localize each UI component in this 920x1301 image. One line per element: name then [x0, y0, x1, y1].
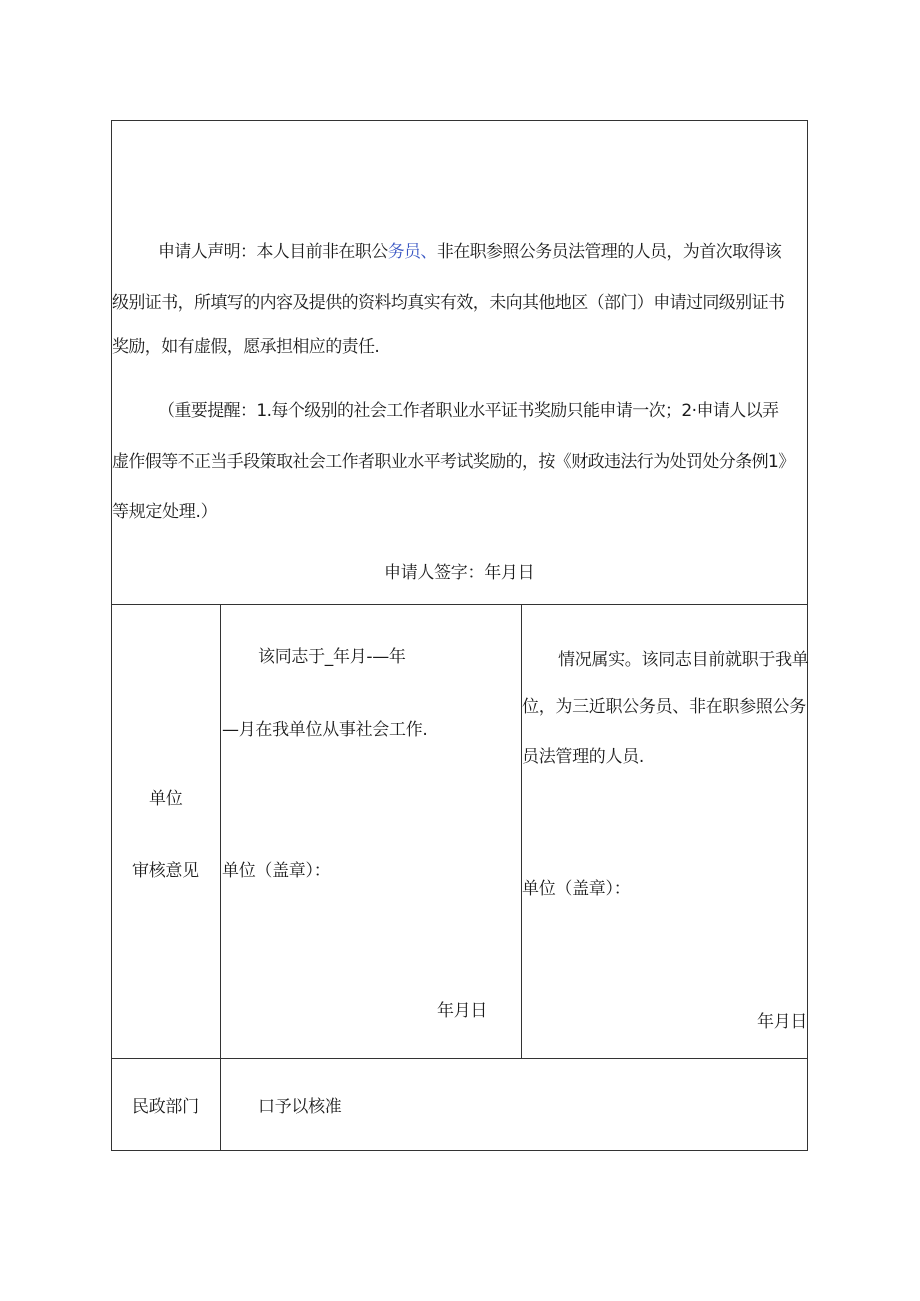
declaration-line-2: 级别证书，所填写的内容及提供的资料均真实有效，未向其他地区（部门）申请过同级别证书 — [112, 293, 785, 313]
declaration-text-a: 申请人声明：本人目前非在职公 — [158, 242, 388, 262]
unit-review-label-line-1: 单位 — [149, 789, 183, 809]
applicant-signature-label: 申请人签字：年月日 — [384, 563, 535, 583]
civil-affairs-approve-option[interactable]: 口予以核准 — [258, 1097, 342, 1117]
unit-review-label-line-2: 审核意见 — [132, 861, 199, 881]
unit-left-opinion-line-2: —月在我单位从事社会工作. — [222, 720, 428, 740]
column-divider-label — [220, 604, 221, 1150]
unit-right-opinion-line-1: 情况属实。该同志目前就职于我单 — [558, 650, 809, 670]
unit-right-date-label: 年月日 — [757, 1012, 808, 1032]
unit-left-stamp-label: 单位（盖章）： — [222, 861, 331, 881]
declaration-line-3: 奖励，如有虚假，愿承担相应的责任. — [112, 337, 380, 357]
civil-affairs-label: 民政部门 — [132, 1097, 199, 1117]
unit-left-date-label: 年月日 — [437, 1001, 488, 1021]
column-divider-opinions — [521, 604, 522, 1059]
unit-right-opinion-line-3: 员法管理的人员. — [522, 747, 645, 767]
row-divider-unit-review — [112, 1058, 807, 1059]
reminder-line-3: 等规定处理.） — [112, 502, 218, 522]
reminder-line-1: （重要提醒：1.每个级别的社会工作者职业水平证书奖励只能申请一次；2·申请人以弄 — [158, 401, 779, 421]
unit-left-opinion-line-1: 该同志于_年月-—年 — [258, 647, 406, 667]
reminder-line-2: 虚作假等不正当手段策取社会工作者职业水平考试奖励的，按《财政违法行为处罚处分条例1》 — [112, 452, 795, 472]
row-divider-declaration — [112, 604, 807, 605]
unit-right-opinion-line-2: 位，为三近职公务员、非在职参照公务 — [522, 697, 806, 717]
application-form-table — [111, 120, 808, 1151]
declaration-highlight: 务员、 — [387, 242, 437, 262]
unit-right-stamp-label: 单位（盖章）： — [522, 879, 631, 899]
declaration-text-b: 非在职参照公务员法管理的人员，为首次取得该 — [436, 242, 782, 262]
declaration-line-1 — [158, 241, 781, 263]
